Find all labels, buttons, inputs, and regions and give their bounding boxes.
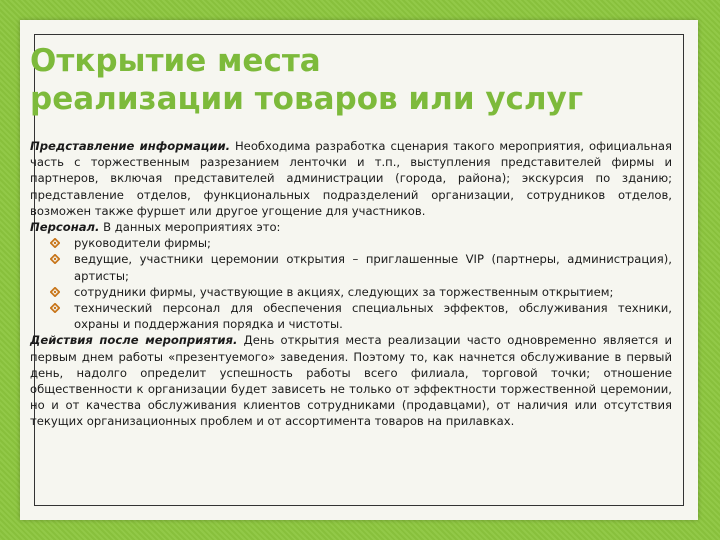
paragraph-lead: Персонал.: [30, 220, 100, 235]
list-item: [30, 284, 672, 300]
slide-body: [30, 138, 672, 430]
paragraph-lead: Представление информации.: [30, 139, 231, 153]
paragraph-after-event: [30, 332, 672, 429]
hollow-diamond-icon: [50, 303, 60, 313]
slide-title: [30, 42, 670, 118]
list-item: [30, 235, 672, 251]
list-item-text: руководители фирмы;: [74, 236, 211, 251]
personnel-list: [30, 235, 672, 332]
list-item-text: ведущие, участники церемонии открытия – приглашенные VIP (партнеры, администрация), артисты;: [74, 252, 672, 283]
list-item: [30, 251, 672, 283]
paragraph-presentation: [30, 138, 672, 219]
hollow-diamond-icon: [50, 238, 60, 248]
hollow-diamond-icon: [50, 287, 60, 297]
list-item-text: технический персонал для обеспечения специальных эффектов, обслуживания техники, охраны и поддержания порядка и чистоты.: [74, 301, 672, 332]
hollow-diamond-icon: [50, 254, 60, 264]
paragraph-personnel: [30, 219, 672, 235]
paragraph-text: День открытия места реализации часто одновременно является и первым днем работы «презентуемого» заведения. Поэтому то, как начнется обслуживание в первый день, надолго определит успешность работы всего филиала, торговой точки; отношение общественности к организации будет зависеть не только от эффектности торжественной церемонии, но и от качества обслуживания клиентов сотрудниками (продавцами), от наличия или отсутствия текущих организационных проблем и от ассортимента товаров на прилавках.: [30, 333, 672, 429]
title-line-2: реализации товаров или услуг: [30, 81, 584, 117]
paragraph-text: В данных мероприятиях это:: [99, 220, 281, 235]
paragraph-text: Необходима разработка сценария такого мероприятия, официальная часть с торжественным разрезанием ленточки и т.п., выступления представителей фирмы и партнеров, включая представителей администрации (города, района); экскурсия по зданию; представление отделов, функциональных подразделений организации, сотрудников отделов, возможен также фуршет или другое угощение для участников.: [30, 139, 672, 218]
title-line-1: Открытие места: [30, 43, 321, 79]
list-item: [30, 300, 672, 332]
list-item-text: сотрудники фирмы, участвующие в акциях, следующих за торжественным открытием;: [74, 284, 614, 299]
paragraph-lead: Действия после мероприятия.: [30, 333, 238, 348]
